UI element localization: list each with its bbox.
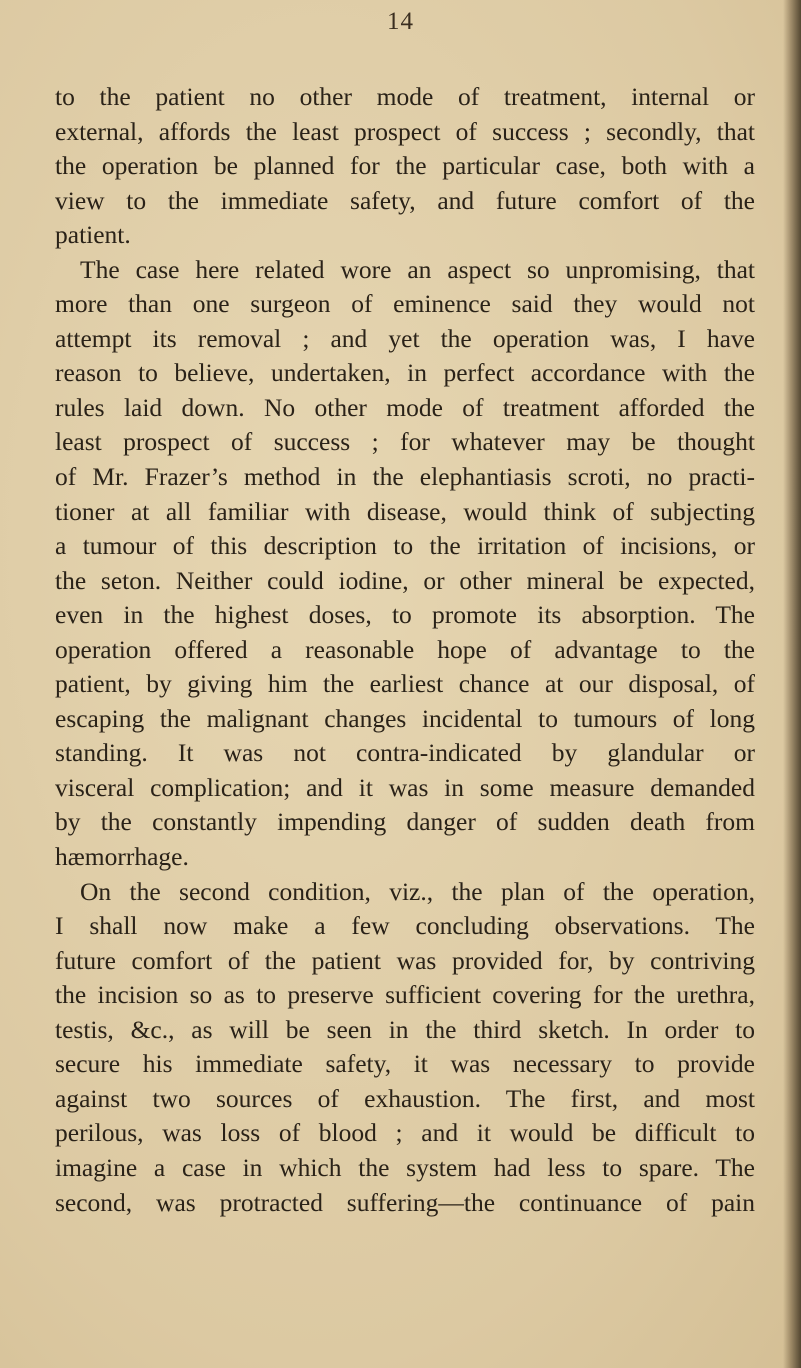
text-line: the operation be planned for the particular case, both with a [55,151,755,181]
text-line: the seton. Neither could iodine, or other mineral be expected, [55,565,755,595]
text-line: even in the highest doses, to promote its absorption. The [55,600,755,630]
text-line: The case here related wore an aspect so unpromising, that [80,254,755,284]
page-binding-edge [783,0,801,1368]
text-line: against two sources of exhaustion. The first, and most [55,1083,755,1113]
text-line: least prospect of success ; for whatever may be thought [55,427,755,457]
text-line: perilous, was loss of blood ; and it would be difficult to [55,1118,755,1148]
text-line: reason to believe, undertaken, in perfect accordance with the [55,358,755,388]
text-line: a tumour of this description to the irritation of incisions, or [55,531,755,561]
text-line: rules laid down. No other mode of treatment afforded the [55,392,755,422]
text-line: patient. [55,220,131,250]
text-line: escaping the malignant changes incidental to tumours of long [55,703,755,733]
text-line: testis, &c., as will be seen in the third sketch. In order to [55,1014,755,1044]
text-line: view to the immediate safety, and future comfort of the [55,185,755,215]
text-line: On the second condition, viz., the plan of the operation, [80,876,755,906]
text-line: secure his immediate safety, it was necessary to provide [55,1049,755,1079]
text-line: tioner at all familiar with disease, would think of subjecting [55,496,755,526]
text-line: operation offered a reasonable hope of advantage to the [55,634,755,664]
text-line: second, was protracted suffering—the continuance of pain [55,1187,755,1217]
text-line: future comfort of the patient was provided for, by contriving [55,945,755,975]
text-line: by the constantly impending danger of sudden death from [55,807,755,837]
text-line: hæmorrhage. [55,842,189,872]
text-line: of Mr. Frazer’s method in the elephantiasis scroti, no practi- [55,462,755,492]
page-number: 14 [387,8,414,35]
text-line: visceral complication; and it was in some measure demanded [55,772,755,802]
text-line: more than one surgeon of eminence said they would not [55,289,755,319]
text-line: the incision so as to preserve sufficient covering for the urethra, [55,980,755,1010]
text-line: attempt its removal ; and yet the operation was, I have [55,323,755,353]
text-line: imagine a case in which the system had less to spare. The [55,1152,755,1182]
body-text [55,80,755,1220]
text-line: external, affords the least prospect of success ; secondly, that [55,116,755,146]
text-line: patient, by giving him the earliest chance at our disposal, of [55,669,755,699]
text-line: to the patient no other mode of treatment, internal or [55,82,755,111]
text-line: standing. It was not contra-indicated by glandular or [55,738,755,768]
text-line: I shall now make a few concluding observations. The [55,911,755,941]
